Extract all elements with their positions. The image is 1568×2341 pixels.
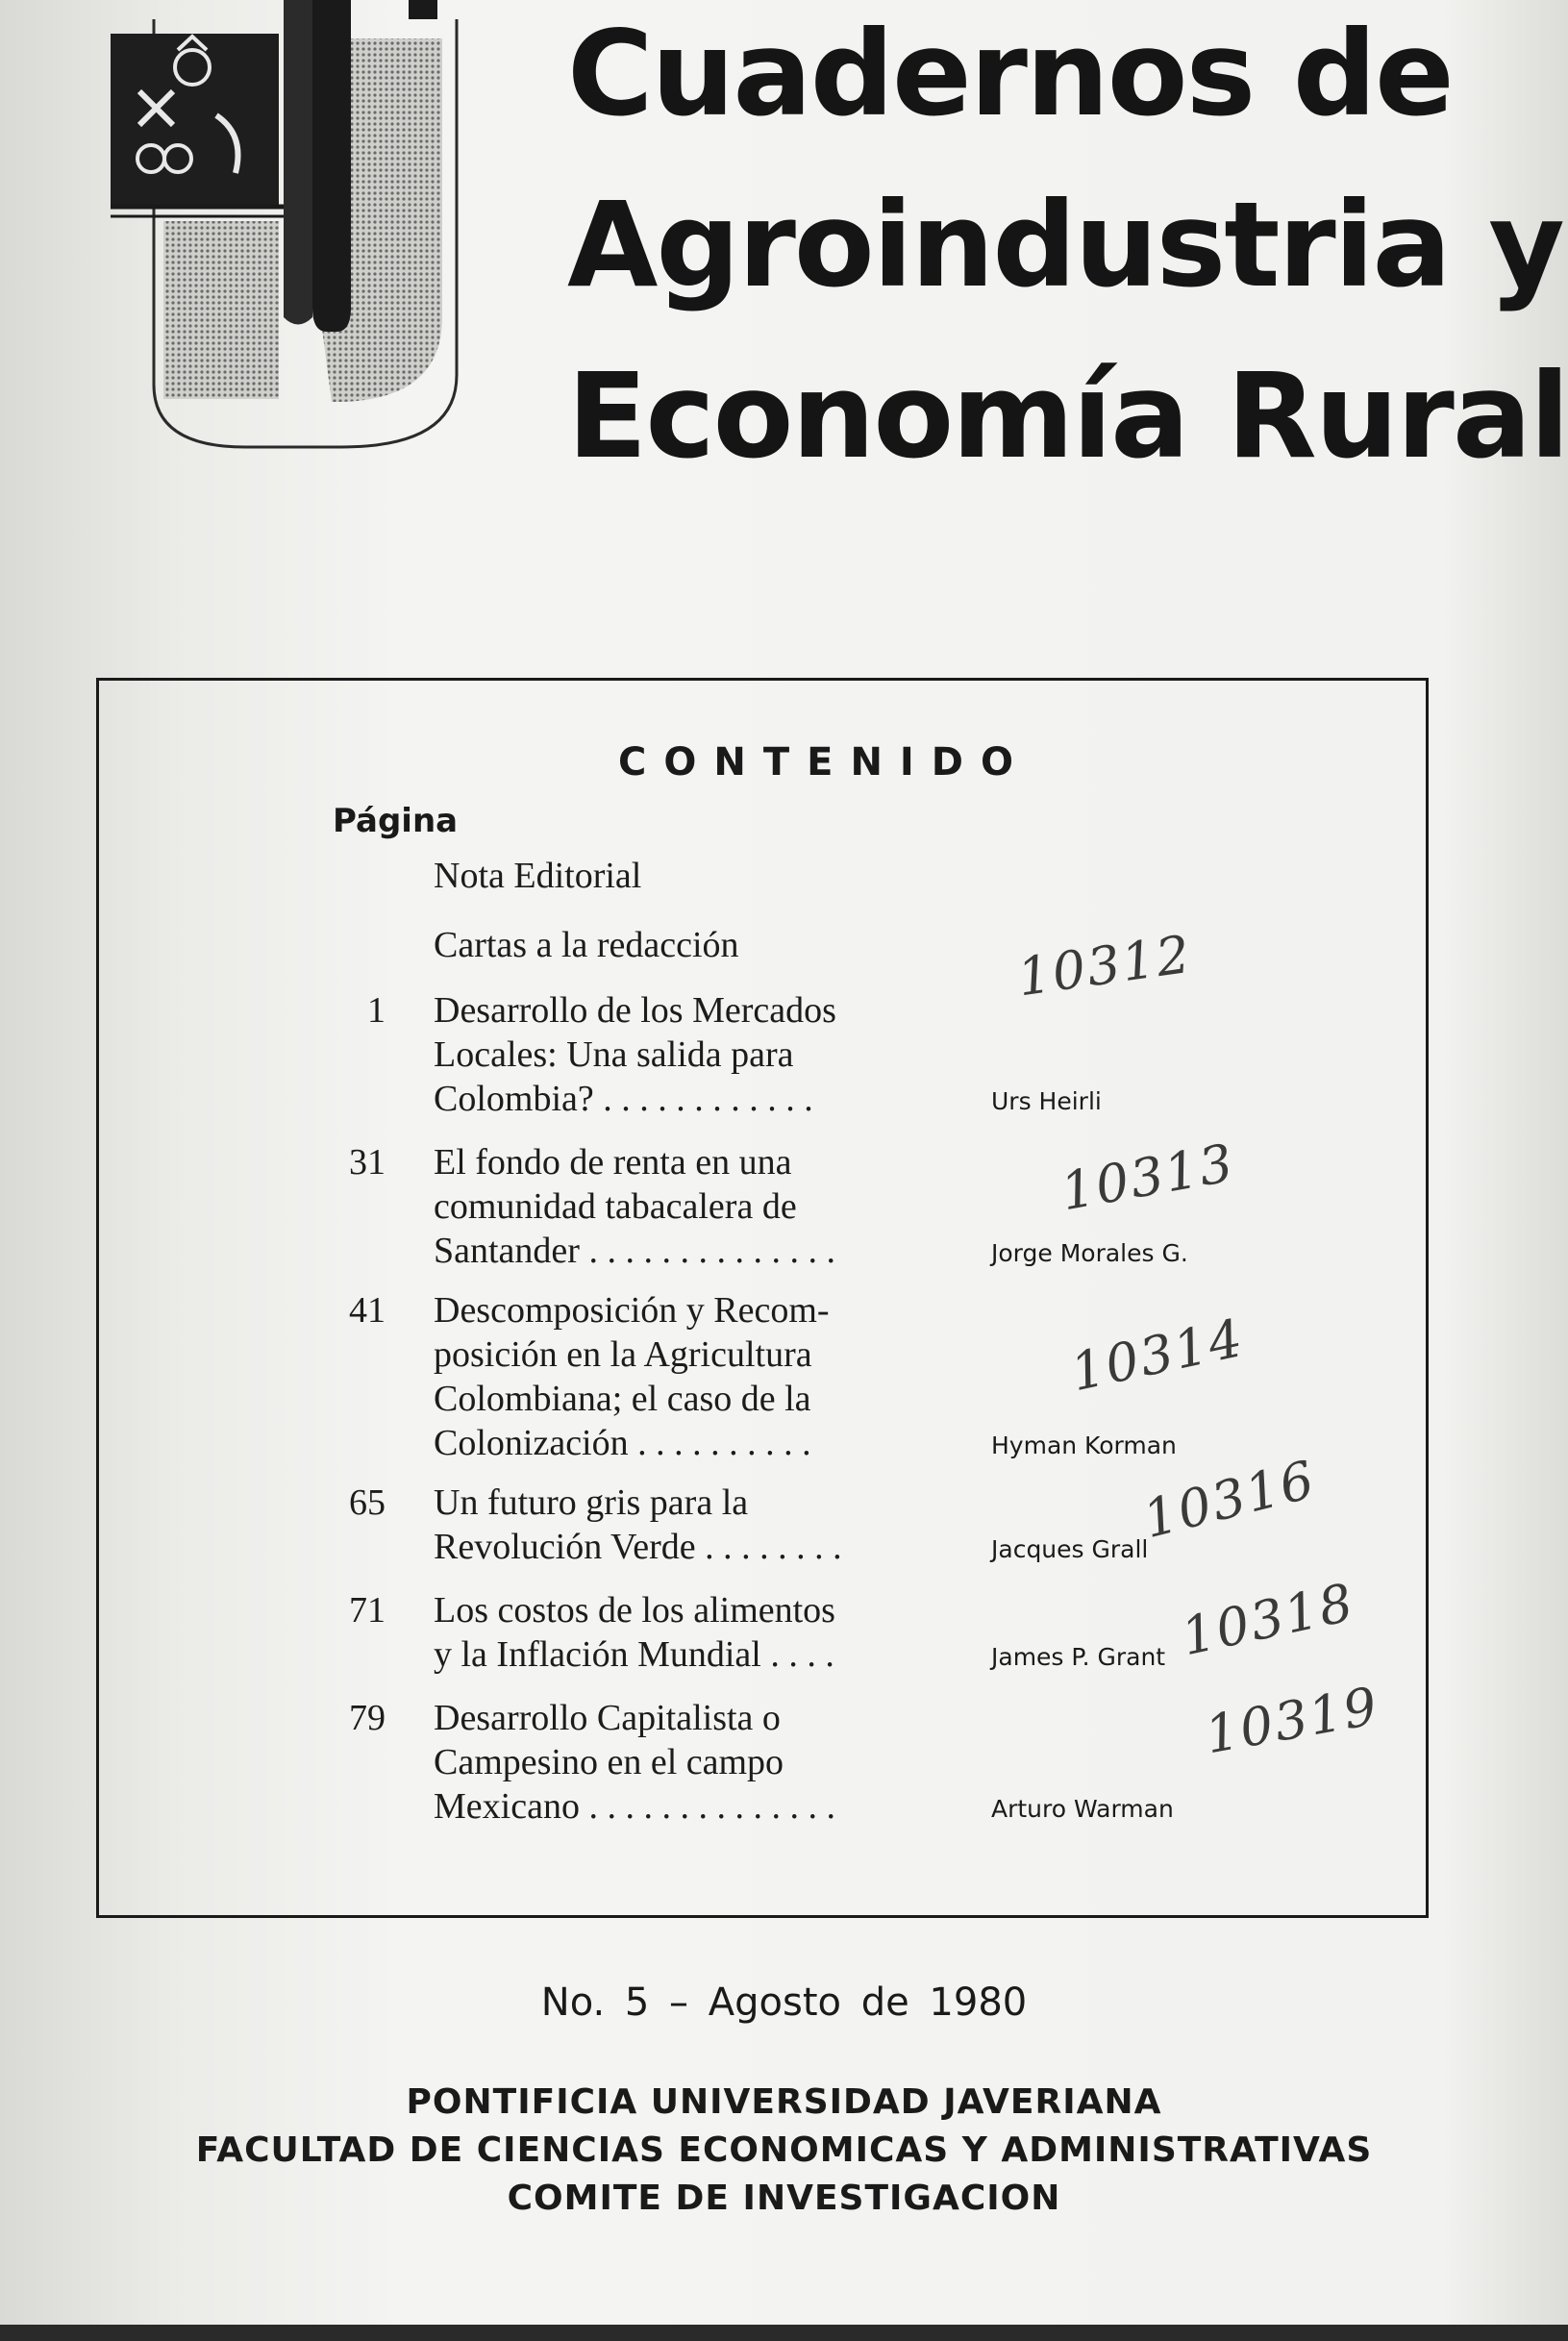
publisher-line-3: COMITE DE INVESTIGACION	[507, 2179, 1061, 2218]
handwritten-note: 10313	[1056, 1132, 1239, 1223]
university-logo	[101, 0, 485, 452]
entry-author: Hyman Korman	[991, 1432, 1177, 1459]
title-line-3: Economía Rural	[567, 348, 1568, 485]
entry-page: 65	[349, 1482, 386, 1523]
handwritten-note: 10316	[1137, 1448, 1322, 1551]
entry-title-line: Descomposición y Recom-	[434, 1290, 830, 1331]
entry-title-line: Colombiana; el caso de la	[434, 1379, 811, 1419]
entry-title-line: Mexicano . . . . . . . . . . . . . .	[434, 1786, 835, 1827]
entry-title	[434, 1481, 1049, 1569]
handwritten-note: 10314	[1065, 1307, 1250, 1404]
title-line-2: Agroindustria y	[567, 177, 1563, 313]
entry-title-line: Locales: Una salida para	[434, 1034, 794, 1075]
entry-title-line: Un futuro gris para la	[434, 1482, 749, 1523]
publisher-line-2: FACULTAD DE CIENCIAS ECONOMICAS Y ADMINISTRATIVAS	[195, 2130, 1373, 2170]
entry-page: 1	[367, 990, 386, 1031]
contents-heading: CONTENIDO	[618, 740, 1032, 784]
entry-title	[434, 923, 1049, 967]
entry-title	[434, 1696, 1049, 1829]
entry-title-line: posición en la Agricultura	[434, 1334, 812, 1375]
entry-author: James P. Grant	[991, 1643, 1166, 1671]
entry-title	[434, 1288, 1049, 1465]
entry-author: Urs Heirli	[991, 1087, 1102, 1115]
entry-page: 31	[349, 1142, 386, 1183]
entry-title-line: y la Inflación Mundial . . . .	[434, 1634, 834, 1675]
entry-author: Jorge Morales G.	[991, 1239, 1188, 1267]
entry-title-line: Cartas a la redacción	[434, 925, 739, 965]
title-line-1: Cuadernos de	[567, 6, 1453, 142]
page-bottom-edge	[0, 2325, 1568, 2341]
entry-page: 41	[349, 1290, 386, 1331]
handwritten-note: 10319	[1200, 1675, 1383, 1766]
entry-title-line: Campesino en el campo	[434, 1742, 784, 1782]
entry-title-line: Colombia? . . . . . . . . . . . .	[434, 1079, 813, 1119]
entry-author: Jacques Grall	[991, 1535, 1149, 1563]
entry-title	[434, 988, 1049, 1121]
journal-title	[567, 0, 1568, 502]
handwritten-note: 10312	[1013, 923, 1196, 1009]
entry-title-line: Los costos de los alimentos	[434, 1590, 835, 1631]
entry-title	[434, 1140, 1049, 1273]
entry-title-line: Santander . . . . . . . . . . . . . .	[434, 1231, 835, 1271]
entry-title-line: Colonización . . . . . . . . . .	[434, 1423, 811, 1463]
entry-title-line: comunidad tabacalera de	[434, 1186, 797, 1227]
entry-title-line: El fondo de renta en una	[434, 1142, 792, 1183]
issue-info: No. 5 – Agosto de 1980	[540, 1980, 1028, 2025]
entry-title-line: Desarrollo Capitalista o	[434, 1698, 781, 1738]
page-column-label: Página	[333, 802, 459, 840]
handwritten-note: 10318	[1176, 1571, 1360, 1668]
entry-title-line: Nota Editorial	[434, 856, 642, 896]
entry-title-line: Desarrollo de los Mercados	[434, 990, 836, 1031]
table-of-contents	[96, 678, 1429, 1918]
publisher-line-1: PONTIFICIA UNIVERSIDAD JAVERIANA	[406, 2082, 1162, 2122]
entry-page: 79	[349, 1698, 386, 1738]
entry-page: 71	[349, 1590, 386, 1631]
entry-title	[434, 854, 1049, 898]
entry-title-line: Revolución Verde . . . . . . . .	[434, 1527, 842, 1567]
entry-author: Arturo Warman	[991, 1795, 1174, 1823]
entry-title	[434, 1588, 1049, 1677]
